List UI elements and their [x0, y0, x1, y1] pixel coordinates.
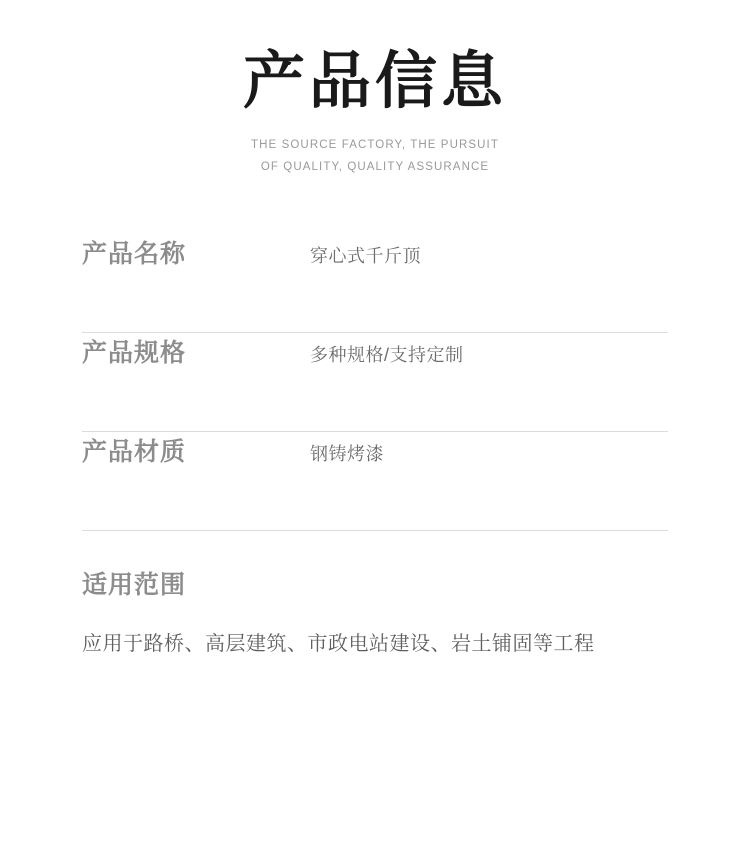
scope-label: 适用范围: [82, 570, 187, 599]
page-subtitle: [0, 135, 750, 178]
spec-label: 产品材质: [82, 437, 187, 466]
spec-value: 多种规格/支持定制: [310, 344, 464, 365]
page-title: 产品信息: [242, 47, 507, 116]
subtitle-line-1: THE SOURCE FACTORY, THE PURSUIT: [251, 139, 499, 152]
spec-row-product-material: [82, 432, 668, 530]
spec-value: 穿心式千斤顶: [310, 245, 421, 266]
spec-value: 钢铸烤漆: [310, 443, 384, 464]
page-header: [0, 0, 750, 178]
spec-block-scope: [82, 531, 668, 656]
spec-label: 产品名称: [82, 239, 187, 268]
spec-row-product-spec: [82, 333, 668, 431]
scope-value: 应用于路桥、高层建筑、市政电站建设、岩土铺固等工程: [82, 632, 595, 655]
spec-list: [0, 234, 750, 656]
spec-label: 产品规格: [82, 338, 187, 367]
spec-row-product-name: [82, 234, 668, 332]
subtitle-line-2: OF QUALITY, QUALITY ASSURANCE: [260, 160, 490, 173]
